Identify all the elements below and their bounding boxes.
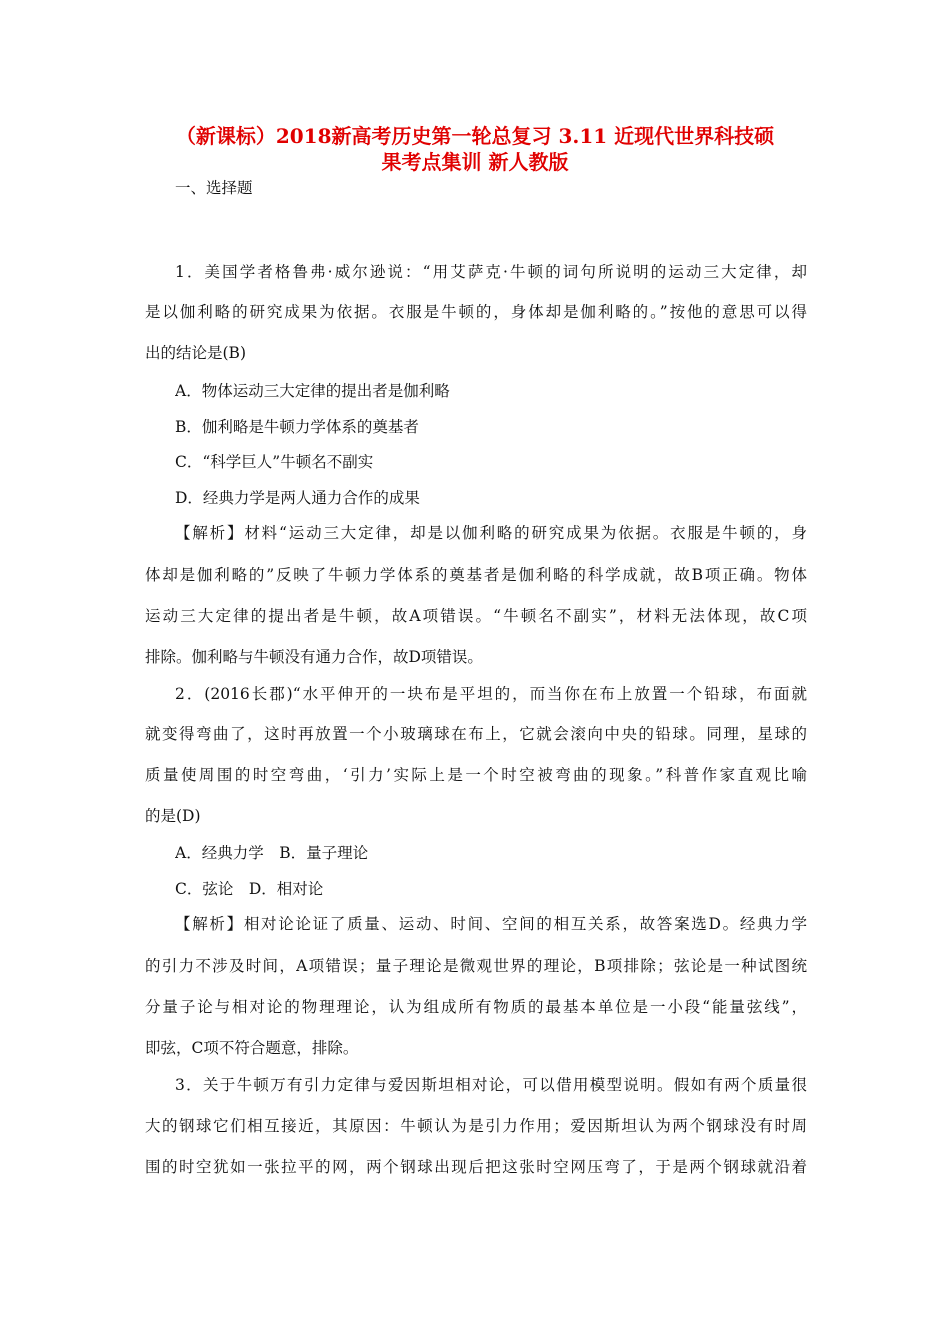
document-title-line-1: （新课标）2018新高考历史第一轮总复习 3.11 近现代世界科技硕 <box>175 124 775 148</box>
question-1-analysis-line-3: 运动三大定律的提出者是牛顿，故A项错误。“牛顿名不副实”，材料无法体现，故C项 <box>145 607 807 625</box>
question-2-analysis-line-4: 即弦，C项不符合题意，排除。 <box>145 1039 359 1057</box>
question-2-analysis-line-2: 的引力不涉及时间，A项错误；量子理论是微观世界的理论，B项排除；弦论是一种试图统 <box>145 957 807 975</box>
question-1-stem-line-1: 1．美国学者格鲁弗·威尔逊说：“用艾萨克·牛顿的词句所说明的运动三大定律，却 <box>175 263 807 281</box>
question-1-stem-line-2: 是以伽利略的研究成果为依据。衣服是牛顿的，身体却是伽利略的。”按他的意思可以得 <box>145 303 807 321</box>
question-1-option-c: C．“科学巨人”牛顿名不副实 <box>175 453 374 471</box>
question-2-stem-line-1: 2．(2016长郡)“水平伸开的一块布是平坦的，而当你在布上放置一个铅球，布面就 <box>175 685 807 703</box>
question-2-stem-line-3: 质量使周围的时空弯曲，‘引力’实际上是一个时空被弯曲的现象。”科普作家直观比喻 <box>145 766 807 784</box>
question-2-stem-line-2: 就变得弯曲了，这时再放置一个小玻璃球在布上，它就会滚向中央的铅球。同理，星球的 <box>145 725 807 743</box>
document-title-line-2: 果考点集训 新人教版 <box>381 150 569 174</box>
question-3-stem-line-2: 大的钢球它们相互接近，其原因：牛顿认为是引力作用；爱因斯坦认为两个钢球没有时周 <box>145 1117 807 1135</box>
question-2-stem-line-4: 的是(D) <box>145 807 201 825</box>
question-3-stem-line-3: 围的时空犹如一张拉平的网，两个钢球出现后把这张时空网压弯了，于是两个钢球就沿着 <box>145 1158 807 1176</box>
question-3-stem-line-1: 3．关于牛顿万有引力定律与爱因斯坦相对论，可以借用模型说明。假如有两个质量很 <box>175 1076 807 1094</box>
question-1-analysis-line-1: 【解析】材料“运动三大定律，却是以伽利略的研究成果为依据。衣服是牛顿的，身 <box>175 524 807 542</box>
question-1-option-d: D．经典力学是两人通力合作的成果 <box>175 489 420 507</box>
question-1-option-b: B．伽利略是牛顿力学体系的奠基者 <box>175 418 419 436</box>
question-2-options-line-2: C．弦论 D．相对论 <box>175 880 324 898</box>
section-heading: 一、选择题 <box>175 179 253 197</box>
question-1-analysis-line-2: 体却是伽利略的”反映了牛顿力学体系的奠基者是伽利略的科学成就，故B项正确。物体 <box>145 566 807 584</box>
question-2-analysis-line-1: 【解析】相对论论证了质量、运动、时间、空间的相互关系，故答案选D。经典力学 <box>175 915 807 933</box>
question-1-stem-line-3: 出的结论是(B) <box>145 344 246 362</box>
question-1-option-a: A．物体运动三大定律的提出者是伽利略 <box>175 382 450 400</box>
question-2-options-line-1: A．经典力学 B．量子理论 <box>175 844 369 862</box>
question-1-analysis-line-4: 排除。伽利略与牛顿没有通力合作，故D项错误。 <box>145 648 483 666</box>
question-2-analysis-line-3: 分量子论与相对论的物理理论，认为组成所有物质的最基本单位是一小段“能量弦线”， <box>145 998 807 1016</box>
